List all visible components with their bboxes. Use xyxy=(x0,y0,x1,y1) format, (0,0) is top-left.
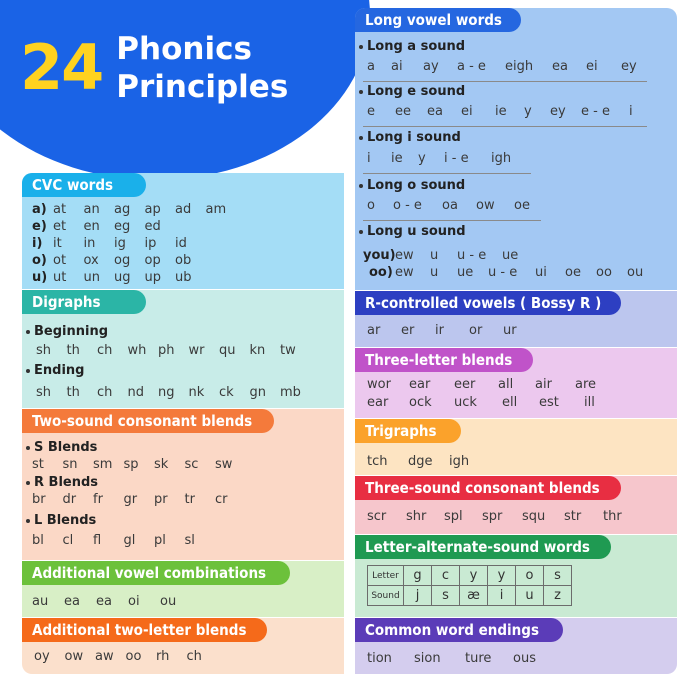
cvc-row xyxy=(22,253,344,271)
phonics-item: scr xyxy=(367,509,387,524)
endings-header: Common word endings xyxy=(355,618,563,642)
phonics-item: uck xyxy=(454,395,477,410)
phonics-item: oo xyxy=(125,649,142,664)
phonics-item: oy xyxy=(34,649,50,664)
phonics-item: ip xyxy=(144,236,157,251)
endings-panel xyxy=(355,618,677,674)
underline xyxy=(363,81,647,82)
ending-label-text: Ending xyxy=(34,363,85,378)
cvc-panel xyxy=(22,173,344,289)
phonics-item: ous xyxy=(513,651,536,666)
long-i-text: Long i sound xyxy=(367,130,461,145)
phonics-item: dge xyxy=(408,454,433,469)
phonics-item: au xyxy=(32,594,49,609)
cvc-row xyxy=(22,219,344,237)
phonics-item: i xyxy=(367,151,371,166)
phonics-item: gl xyxy=(123,533,136,548)
phonics-item: sh xyxy=(36,343,52,358)
underline xyxy=(363,126,647,127)
digraphs-ending-label xyxy=(26,363,84,378)
table-cell: s xyxy=(544,566,572,586)
phonics-item: br xyxy=(32,492,46,507)
bullet-icon xyxy=(359,45,363,49)
phonics-item: ug xyxy=(114,270,131,285)
phonics-item: qu xyxy=(219,343,236,358)
phonics-item: oe xyxy=(514,198,530,213)
phonics-item: spr xyxy=(482,509,503,524)
phonics-item: ck xyxy=(219,385,234,400)
phonics-item: eg xyxy=(114,219,131,234)
phonics-item: op xyxy=(144,253,161,268)
three-letter-row-1 xyxy=(355,377,677,395)
phonics-item: a - e xyxy=(457,59,486,74)
row-label: u) xyxy=(32,270,48,285)
phonics-item: mb xyxy=(280,385,301,400)
phonics-item: bl xyxy=(32,533,44,548)
row-label: o) xyxy=(32,253,47,268)
phonics-item: gr xyxy=(123,492,138,507)
phonics-item: tion xyxy=(367,651,392,666)
row-label: i) xyxy=(32,236,43,251)
bullet-icon xyxy=(26,481,30,485)
add-vowel-header: Additional vowel combinations xyxy=(22,561,290,585)
phonics-item: ea xyxy=(552,59,568,74)
phonics-item: ob xyxy=(175,253,192,268)
title-number: 24 xyxy=(20,31,103,104)
row-label: you) xyxy=(363,248,396,263)
table-cell: æ xyxy=(460,586,488,606)
phonics-item: ar xyxy=(367,323,381,338)
phonics-item: pl xyxy=(154,533,166,548)
phonics-item: ng xyxy=(158,385,175,400)
bullet-icon xyxy=(359,184,363,188)
r-controlled-header: R-controlled vowels ( Bossy R ) xyxy=(355,291,621,315)
phonics-item: oo xyxy=(596,265,612,280)
phonics-item: tr xyxy=(184,492,195,507)
cvc-row xyxy=(22,202,344,220)
cvc-row xyxy=(22,236,344,254)
phonics-item: ot xyxy=(53,253,67,268)
phonics-item: sn xyxy=(62,457,78,472)
phonics-item: sw xyxy=(215,457,233,472)
r-controlled-row xyxy=(355,323,677,341)
underline xyxy=(363,173,531,174)
long-o-text: Long o sound xyxy=(367,178,466,193)
phonics-item: ock xyxy=(409,395,432,410)
phonics-item: tw xyxy=(280,343,296,358)
table-cell: y xyxy=(488,566,516,586)
phonics-item: air xyxy=(535,377,552,392)
three-letter-header: Three-letter blends xyxy=(355,348,533,372)
phonics-item: fl xyxy=(93,533,102,548)
phonics-item: ed xyxy=(144,219,161,234)
phonics-item: ui xyxy=(535,265,547,280)
phonics-item: cr xyxy=(215,492,228,507)
table-cell: u xyxy=(516,586,544,606)
endings-row xyxy=(355,651,677,669)
phonics-item: er xyxy=(401,323,415,338)
l-blends-text: L Blends xyxy=(34,513,97,528)
phonics-item: kn xyxy=(249,343,266,358)
long-e-label xyxy=(359,84,465,99)
phonics-item: wr xyxy=(188,343,205,358)
row-label: oo) xyxy=(369,265,393,280)
three-sound-header: Three-sound consonant blends xyxy=(355,476,621,500)
table-cell: s xyxy=(432,586,460,606)
phonics-item: it xyxy=(53,236,62,251)
table-cell: c xyxy=(432,566,460,586)
phonics-item: ee xyxy=(395,104,411,119)
table-row-label: Sound xyxy=(368,586,404,606)
phonics-item: oa xyxy=(442,198,458,213)
phonics-item: ei xyxy=(461,104,473,119)
phonics-item: aw xyxy=(95,649,114,664)
phonics-item: ou xyxy=(160,594,177,609)
phonics-item: ie xyxy=(391,151,403,166)
phonics-item: u xyxy=(430,248,439,263)
phonics-item: ow xyxy=(64,649,84,664)
long-vowel-panel xyxy=(355,8,677,290)
phonics-item: sm xyxy=(93,457,113,472)
phonics-item: en xyxy=(83,219,100,234)
phonics-item: ill xyxy=(584,395,595,410)
bullet-icon xyxy=(26,369,30,373)
underline xyxy=(363,220,541,221)
long-a-text: Long a sound xyxy=(367,39,466,54)
phonics-item: u - e xyxy=(457,248,487,263)
table-cell: i xyxy=(488,586,516,606)
phonics-item: ay xyxy=(423,59,439,74)
phonics-item: id xyxy=(175,236,187,251)
add-vowel-row xyxy=(22,594,344,612)
phonics-item: rh xyxy=(156,649,170,664)
phonics-item: am xyxy=(205,202,227,217)
phonics-item: ture xyxy=(465,651,492,666)
phonics-item: ie xyxy=(495,104,507,119)
phonics-item: pr xyxy=(154,492,168,507)
r-controlled-panel xyxy=(355,291,677,347)
phonics-item: tch xyxy=(367,454,388,469)
phonics-item: ei xyxy=(586,59,598,74)
phonics-item: i - e xyxy=(444,151,469,166)
phonics-item: up xyxy=(144,270,161,285)
row-label: e) xyxy=(32,219,47,234)
phonics-item: are xyxy=(575,377,597,392)
phonics-item: ew xyxy=(395,248,414,263)
add-two-panel xyxy=(22,618,344,674)
r-blends-label xyxy=(26,475,98,490)
phonics-item: y xyxy=(524,104,532,119)
phonics-item: ig xyxy=(114,236,126,251)
l-blends-row xyxy=(22,533,344,551)
letter-alt-header: Letter-alternate-sound words xyxy=(355,535,611,559)
phonics-item: sc xyxy=(184,457,199,472)
phonics-item: o xyxy=(367,198,375,213)
phonics-item: y xyxy=(418,151,426,166)
beginning-label-text: Beginning xyxy=(34,324,109,339)
phonics-item: gn xyxy=(249,385,266,400)
phonics-item: ai xyxy=(391,59,403,74)
bullet-icon xyxy=(26,446,30,450)
phonics-item: ox xyxy=(83,253,99,268)
long-u-you-row xyxy=(355,248,677,266)
long-vowel-header: Long vowel words xyxy=(355,8,521,32)
phonics-item: ir xyxy=(435,323,444,338)
phonics-item: sk xyxy=(154,457,169,472)
three-letter-row-2 xyxy=(355,395,677,413)
phonics-item: sl xyxy=(184,533,195,548)
phonics-item: u xyxy=(430,265,439,280)
phonics-item: ut xyxy=(53,270,67,285)
phonics-item: ey xyxy=(550,104,566,119)
long-a-row xyxy=(355,59,677,77)
beginning-row xyxy=(22,343,344,361)
phonics-item: ad xyxy=(175,202,192,217)
phonics-item: ch xyxy=(97,385,113,400)
phonics-item: wor xyxy=(367,377,391,392)
three-sound-panel xyxy=(355,476,677,534)
phonics-item: thr xyxy=(603,509,622,524)
trigraphs-panel xyxy=(355,419,677,475)
long-o-row xyxy=(355,198,677,216)
phonics-item: at xyxy=(53,202,67,217)
r-blends-text: R Blends xyxy=(34,475,99,490)
phonics-item: eigh xyxy=(505,59,534,74)
phonics-item: sp xyxy=(123,457,139,472)
phonics-item: ch xyxy=(186,649,202,664)
digraphs-panel xyxy=(22,290,344,408)
s-blends-row xyxy=(22,457,344,475)
phonics-item: ew xyxy=(395,265,414,280)
phonics-item: squ xyxy=(522,509,546,524)
phonics-item: eer xyxy=(454,377,476,392)
bullet-icon xyxy=(359,230,363,234)
phonics-item: shr xyxy=(406,509,427,524)
phonics-item: str xyxy=(564,509,582,524)
s-blends-label xyxy=(26,440,97,455)
s-blends-text: S Blends xyxy=(34,440,98,455)
add-vowel-panel xyxy=(22,561,344,617)
phonics-item: oe xyxy=(565,265,581,280)
add-two-row xyxy=(22,649,344,667)
phonics-item: i xyxy=(629,104,633,119)
bullet-icon xyxy=(26,519,30,523)
phonics-item: et xyxy=(53,219,67,234)
letter-sound-table xyxy=(367,565,572,606)
l-blends-label xyxy=(26,513,96,528)
phonics-item: an xyxy=(83,202,100,217)
phonics-item: nk xyxy=(188,385,205,400)
ending-row xyxy=(22,385,344,403)
phonics-item: e - e xyxy=(581,104,610,119)
two-sound-panel xyxy=(22,409,344,560)
table-cell: g xyxy=(404,566,432,586)
phonics-item: ue xyxy=(457,265,474,280)
bullet-icon xyxy=(359,90,363,94)
phonics-item: ea xyxy=(427,104,443,119)
phonics-item: fr xyxy=(93,492,103,507)
row-label: a) xyxy=(32,202,47,217)
table-cell: o xyxy=(516,566,544,586)
phonics-item: oi xyxy=(128,594,140,609)
long-a-label xyxy=(359,39,465,54)
phonics-item: e xyxy=(367,104,375,119)
phonics-item: ap xyxy=(144,202,161,217)
r-blends-row xyxy=(22,492,344,510)
phonics-item: un xyxy=(83,270,100,285)
phonics-item: ag xyxy=(114,202,131,217)
phonics-item: cl xyxy=(62,533,74,548)
long-u-label xyxy=(359,224,466,239)
long-e-text: Long e sound xyxy=(367,84,466,99)
phonics-item: ea xyxy=(96,594,112,609)
phonics-item: ur xyxy=(503,323,517,338)
phonics-item: est xyxy=(539,395,559,410)
phonics-item: ub xyxy=(175,270,192,285)
bullet-icon xyxy=(26,330,30,334)
long-u-text: Long u sound xyxy=(367,224,466,239)
phonics-item: st xyxy=(32,457,44,472)
phonics-item: ow xyxy=(476,198,495,213)
phonics-item: ell xyxy=(502,395,518,410)
phonics-item: ear xyxy=(367,395,389,410)
phonics-item: sh xyxy=(36,385,52,400)
phonics-item: spl xyxy=(444,509,463,524)
long-i-label xyxy=(359,130,461,145)
digraphs-header: Digraphs xyxy=(22,290,146,314)
table-cell: j xyxy=(404,586,432,606)
phonics-item: ea xyxy=(64,594,80,609)
long-e-row xyxy=(355,104,677,122)
cvc-row xyxy=(22,270,344,288)
phonics-item: nd xyxy=(127,385,144,400)
phonics-item: igh xyxy=(491,151,512,166)
phonics-item: th xyxy=(66,343,80,358)
phonics-item: ue xyxy=(502,248,519,263)
sound-row xyxy=(368,586,572,606)
phonics-item: dr xyxy=(62,492,77,507)
phonics-item: o - e xyxy=(393,198,422,213)
trigraphs-header: Trigraphs xyxy=(355,419,461,443)
phonics-item: sion xyxy=(414,651,441,666)
phonics-item: igh xyxy=(449,454,470,469)
bullet-icon xyxy=(359,136,363,140)
phonics-item: th xyxy=(66,385,80,400)
phonics-item: ou xyxy=(627,265,644,280)
long-u-oo-row xyxy=(355,265,677,283)
phonics-item: ch xyxy=(97,343,113,358)
trigraphs-row xyxy=(355,454,677,472)
letter-alt-panel xyxy=(355,535,677,617)
long-o-label xyxy=(359,178,465,193)
digraphs-beginning-label xyxy=(26,324,108,339)
add-two-header: Additional two-letter blends xyxy=(22,618,267,642)
page-title xyxy=(20,30,288,106)
table-row-label: Letter xyxy=(368,566,404,586)
phonics-item: a xyxy=(367,59,375,74)
letter-row xyxy=(368,566,572,586)
phonics-item: ear xyxy=(409,377,431,392)
phonics-item: ey xyxy=(621,59,637,74)
title-line-1: Phonics xyxy=(116,31,252,67)
phonics-item: u - e xyxy=(488,265,518,280)
table-cell: z xyxy=(544,586,572,606)
table-cell: y xyxy=(460,566,488,586)
cvc-header: CVC words xyxy=(22,173,146,197)
title-line-2: Principles xyxy=(116,69,289,105)
phonics-item: or xyxy=(469,323,483,338)
phonics-item: ph xyxy=(158,343,175,358)
phonics-item: all xyxy=(498,377,514,392)
phonics-item: wh xyxy=(127,343,147,358)
three-letter-panel xyxy=(355,348,677,418)
three-sound-row xyxy=(355,509,677,527)
long-i-row xyxy=(355,151,677,169)
phonics-item: in xyxy=(83,236,96,251)
phonics-item: og xyxy=(114,253,131,268)
two-sound-header: Two-sound consonant blends xyxy=(22,409,274,433)
